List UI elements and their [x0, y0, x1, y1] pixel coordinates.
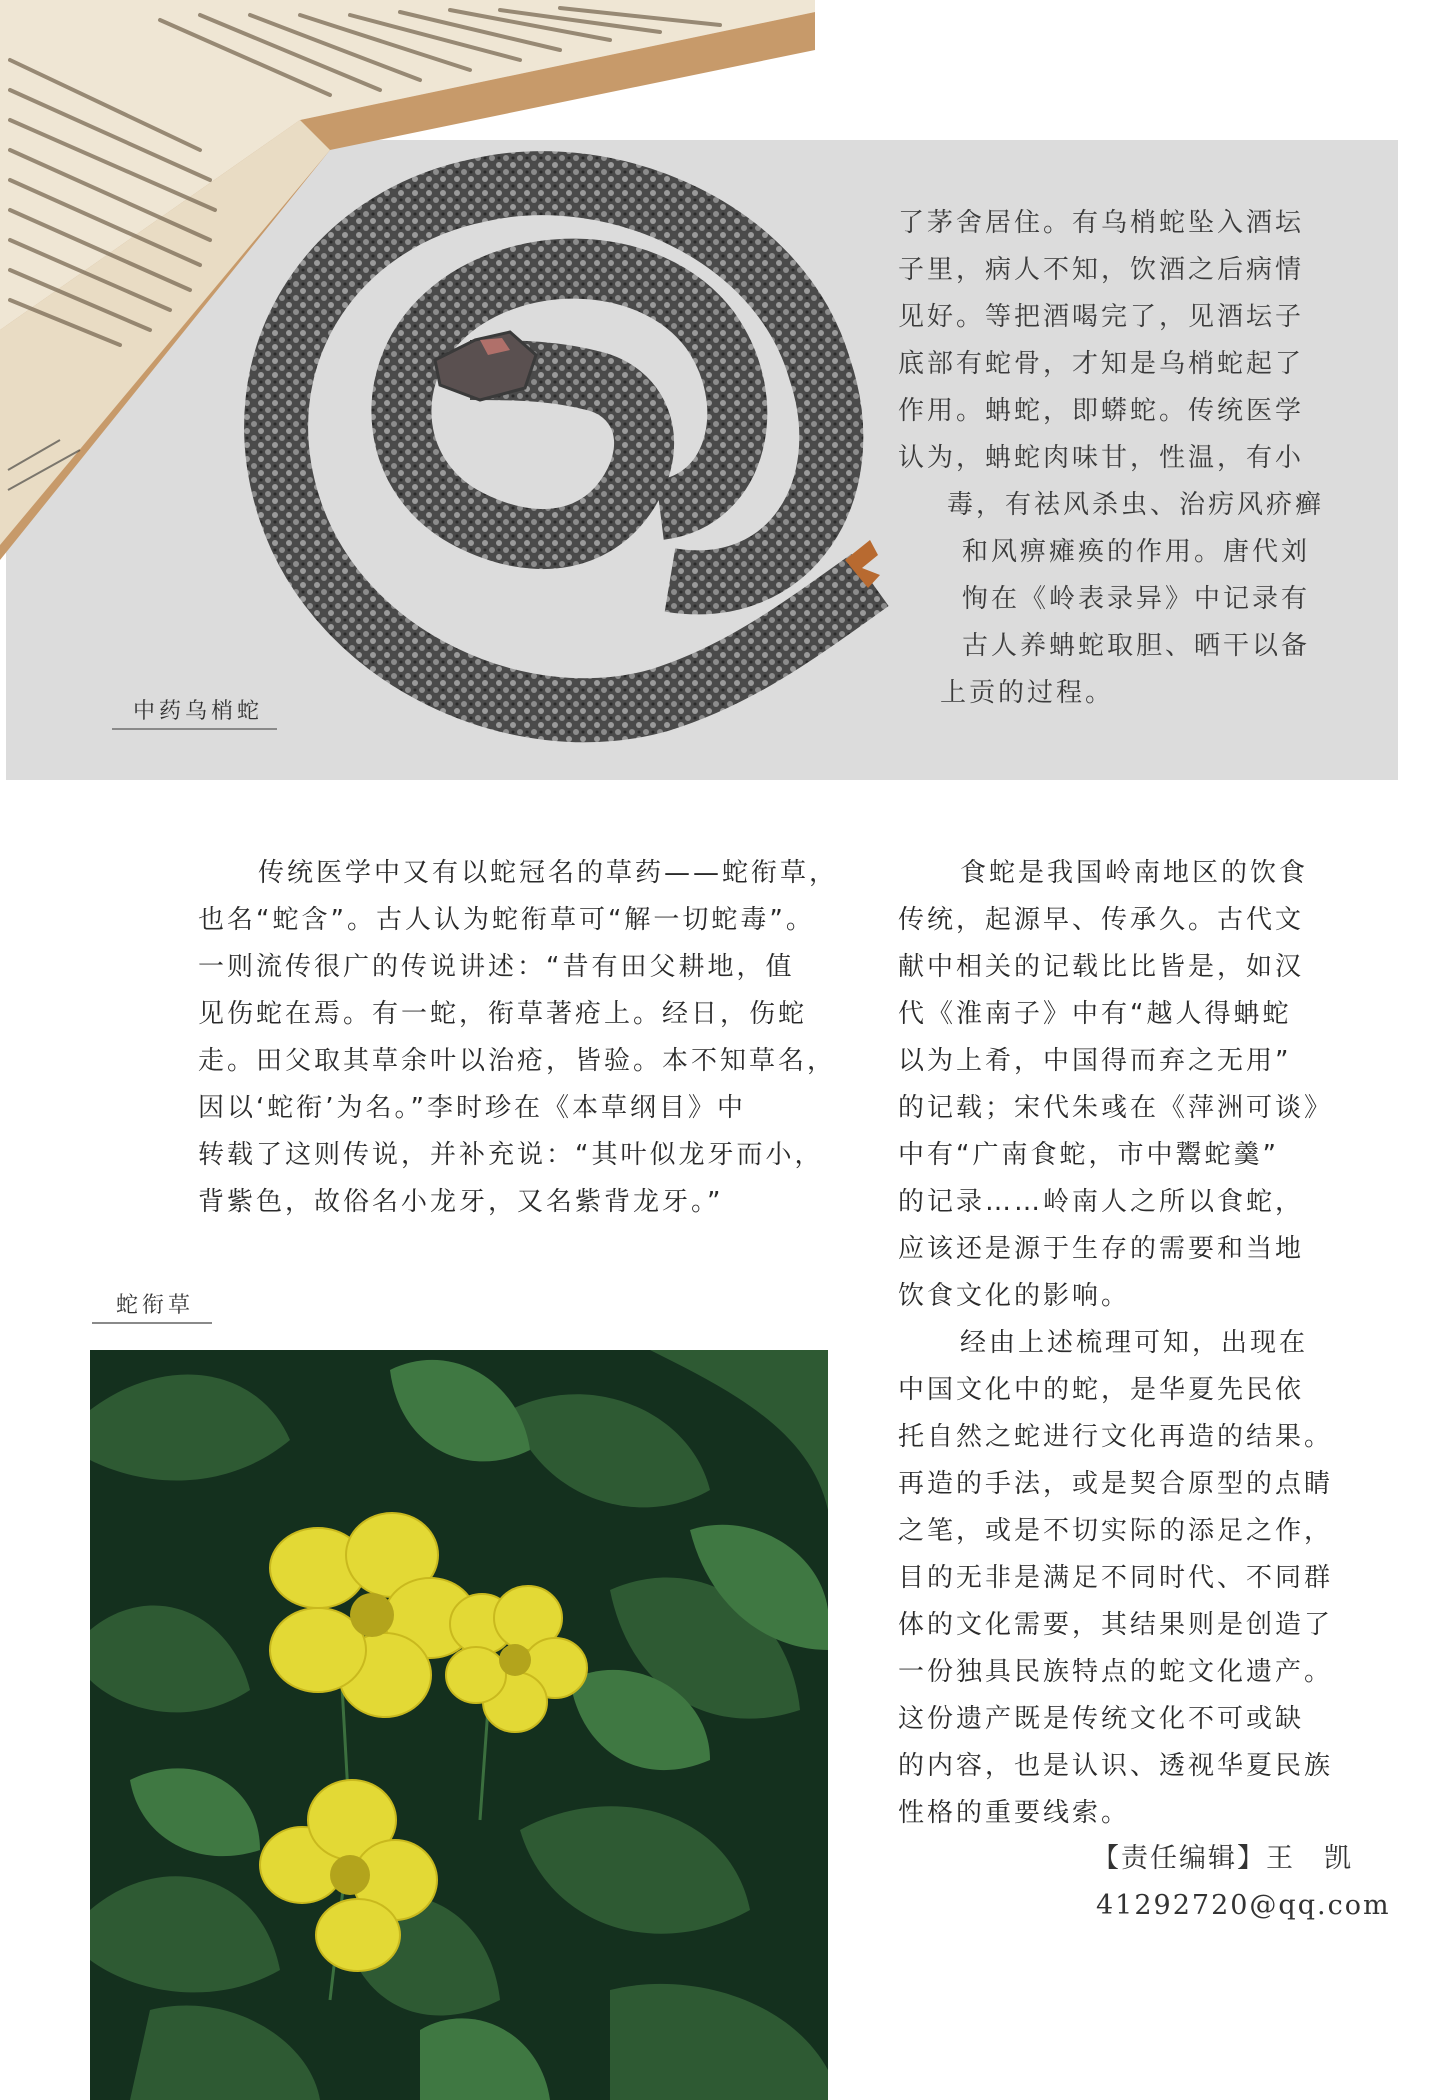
text-line: 的记录……岭南人之所以食蛇，	[898, 1187, 1305, 1217]
text-line: 底部有蛇骨，才知是乌梢蛇起了	[898, 349, 1305, 379]
editor-email[interactable]: 41292720@qq.com	[1096, 1890, 1391, 1921]
text-line: 代《淮南子》中有“越人得蚺蛇	[898, 999, 1292, 1029]
text-line: 经由上述梳理可知，出现在	[960, 1328, 1309, 1358]
text-line: 以为上肴，中国得而弃之无用”	[898, 1046, 1292, 1076]
text-line: 一份独具民族特点的蛇文化遗产。	[898, 1657, 1334, 1687]
text-line: 传统医学中又有以蛇冠名的草药——蛇衔草，	[258, 858, 839, 888]
text-line: 也名“蛇含”。古人认为蛇衔草可“解一切蛇毒”。	[198, 905, 815, 935]
text-line: 托自然之蛇进行文化再造的结果。	[898, 1422, 1334, 1452]
text-line: 作用。蚺蛇，即蟒蛇。传统医学	[898, 396, 1305, 426]
dried-snake-image	[180, 70, 920, 800]
text-line: 见好。等把酒喝完了，见酒坛子	[898, 302, 1305, 332]
text-line: 恂在《岭表录异》中记录有	[962, 584, 1311, 614]
text-line: 毒，有祛风杀虫、治疠风疥癣	[947, 490, 1325, 520]
top-right-paragraph	[898, 200, 1324, 717]
text-line: 献中相关的记载比比皆是，如汉	[898, 952, 1305, 982]
text-line: 这份遗产既是传统文化不可或缺	[898, 1704, 1305, 1734]
text-line: 走。田父取其草余叶以治疮，皆验。本不知草名，	[198, 1046, 837, 1076]
text-line: 目的无非是满足不同时代、不同群	[898, 1563, 1334, 1593]
text-line: 见伤蛇在焉。有一蛇，衔草著疮上。经日，伤蛇	[198, 999, 808, 1029]
text-line: 和风痹瘫痪的作用。唐代刘	[962, 537, 1311, 567]
text-line: 一则流传很广的传说讲述：“昔有田父耕地，值	[198, 952, 795, 982]
text-line: 中国文化中的蛇，是华夏先民依	[898, 1375, 1305, 1405]
text-line: 食蛇是我国岭南地区的饮食	[960, 858, 1309, 888]
snake-photo-caption: 中药乌梢蛇	[133, 699, 264, 724]
text-line: 之笔，或是不切实际的添足之作，	[898, 1516, 1334, 1546]
text-line: 因以‘蛇衔’为名。”李时珍在《本草纲目》中	[198, 1093, 746, 1123]
text-line: 性格的重要线索。	[898, 1798, 1131, 1828]
text-line: 应该还是源于生存的需要和当地	[898, 1234, 1305, 1264]
text-line: 转载了这则传说，并补充说：“其叶似龙牙而小，	[198, 1140, 824, 1170]
caption-divider	[92, 1322, 212, 1324]
caption-divider	[112, 728, 277, 730]
text-line: 了茅舍居住。有乌梢蛇坠入酒坛	[898, 208, 1305, 238]
text-line: 的记载；宋代朱彧在《萍洲可谈》	[898, 1093, 1334, 1123]
herb-flower-photo	[90, 1350, 828, 2100]
left-column-paragraph	[198, 850, 839, 1226]
herb-photo-caption: 蛇衔草	[116, 1293, 195, 1318]
responsible-editor: 【责任编辑】王 凯	[1092, 1843, 1353, 1874]
text-line: 传统，起源早、传承久。古代文	[898, 905, 1305, 935]
text-line: 再造的手法，或是契合原型的点睛	[898, 1469, 1334, 1499]
right-column-paragraph	[898, 850, 1338, 1837]
text-line: 背紫色，故俗名小龙牙，又名紫背龙牙。”	[198, 1187, 724, 1217]
text-line: 饮食文化的影响。	[898, 1281, 1131, 1311]
text-line: 中有“广南食蛇，市中鬻蛇羹”	[898, 1140, 1279, 1170]
text-line: 体的文化需要，其结果则是创造了	[898, 1610, 1334, 1640]
text-line: 子里，病人不知，饮酒之后病情	[898, 255, 1305, 285]
text-line: 的内容，也是认识、透视华夏民族	[898, 1751, 1334, 1781]
text-line: 上贡的过程。	[940, 678, 1115, 708]
text-line: 古人养蚺蛇取胆、晒干以备	[962, 631, 1311, 661]
text-line: 认为，蚺蛇肉味甘，性温，有小	[898, 443, 1305, 473]
